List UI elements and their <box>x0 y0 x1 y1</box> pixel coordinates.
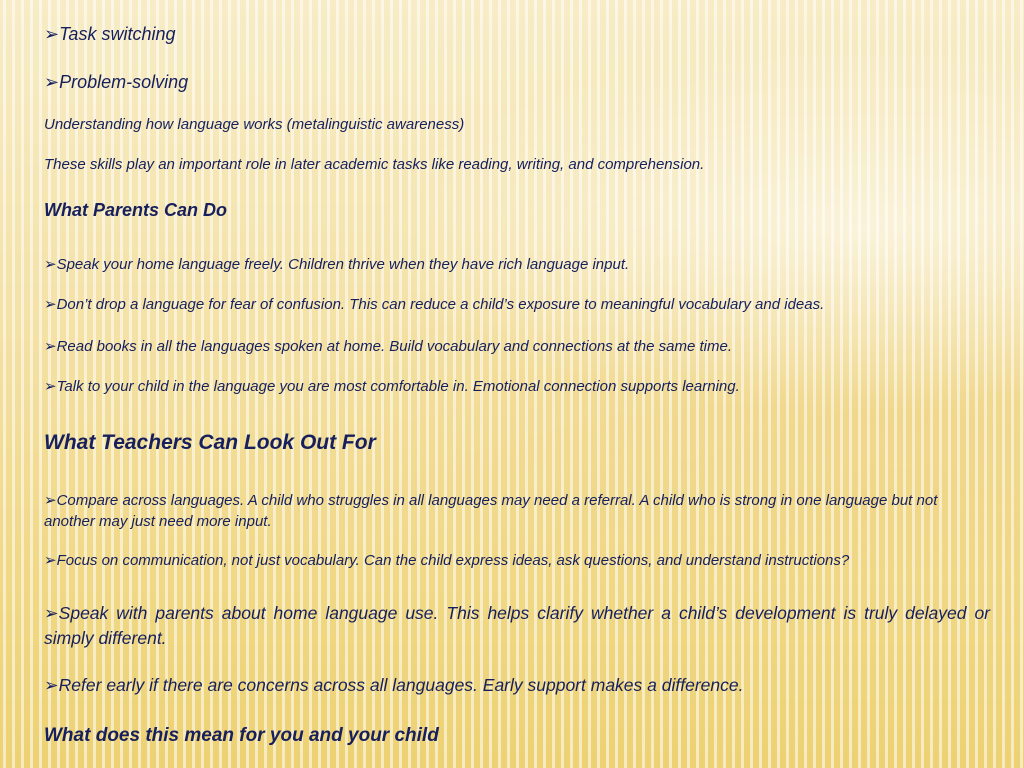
teacher-tip <box>44 601 990 650</box>
tip-text: Talk to your child in the language you are most comfortable in. Emotional connection supports learning. <box>56 378 740 395</box>
arrow-bullet-icon: ➢ <box>44 603 59 623</box>
metalinguistic-text: Understanding how language works (metalinguistic awareness) <box>44 116 465 133</box>
arrow-bullet-icon: ➢ <box>44 296 57 313</box>
tip-text: Speak your home language freely. Children thrive when they have rich language input. <box>56 256 630 273</box>
parent-tip <box>44 296 824 315</box>
teacher-tip <box>44 552 849 571</box>
bullet-text: Task switching <box>59 24 176 44</box>
bullet-item-problem-solving <box>44 71 188 94</box>
parent-tip <box>44 256 629 275</box>
teacher-tip <box>44 490 990 532</box>
parent-tip <box>44 338 732 357</box>
parent-tip <box>44 378 740 397</box>
skills-role-text: These skills play an important role in later academic tasks like reading, writing, and comprehension. <box>44 156 705 173</box>
bullet-text: Problem-solving <box>59 72 189 92</box>
tip-text: Speak with parents about home language use. This helps clarify whether a child’s development is truly delayed or simply different. <box>44 603 990 648</box>
arrow-bullet-icon: ➢ <box>44 256 57 273</box>
bullet-item-task-switching <box>44 23 175 46</box>
tip-text: Don’t drop a language for fear of confusion. This can reduce a child’s exposure to meaningful vocabulary and ideas. <box>56 296 825 313</box>
arrow-bullet-icon: ➢ <box>44 72 60 92</box>
tip-text: Read books in all the languages spoken at home. Build vocabulary and connections at the same time. <box>56 338 732 355</box>
tip-text: Focus on communication, not just vocabulary. Can the child express ideas, ask questions, and understand instructions? <box>56 552 850 569</box>
tip-text: Refer early if there are concerns across all languages. Early support makes a difference. <box>58 675 744 695</box>
tip-text: Compare across languages. A child who struggles in all languages may need a referral. A child who is strong in one language but not another may just need more input. <box>44 492 938 530</box>
parents-heading: What Parents Can Do <box>44 200 228 220</box>
teachers-heading: What Teachers Can Look Out For <box>44 431 376 454</box>
arrow-bullet-icon: ➢ <box>44 338 57 355</box>
arrow-bullet-icon: ➢ <box>44 378 57 395</box>
arrow-bullet-icon: ➢ <box>44 24 60 44</box>
arrow-bullet-icon: ➢ <box>44 492 57 509</box>
closing-heading: What does this mean for you and your child <box>44 725 439 746</box>
arrow-bullet-icon: ➢ <box>44 675 59 695</box>
teacher-tip <box>44 675 743 697</box>
arrow-bullet-icon: ➢ <box>44 552 57 569</box>
